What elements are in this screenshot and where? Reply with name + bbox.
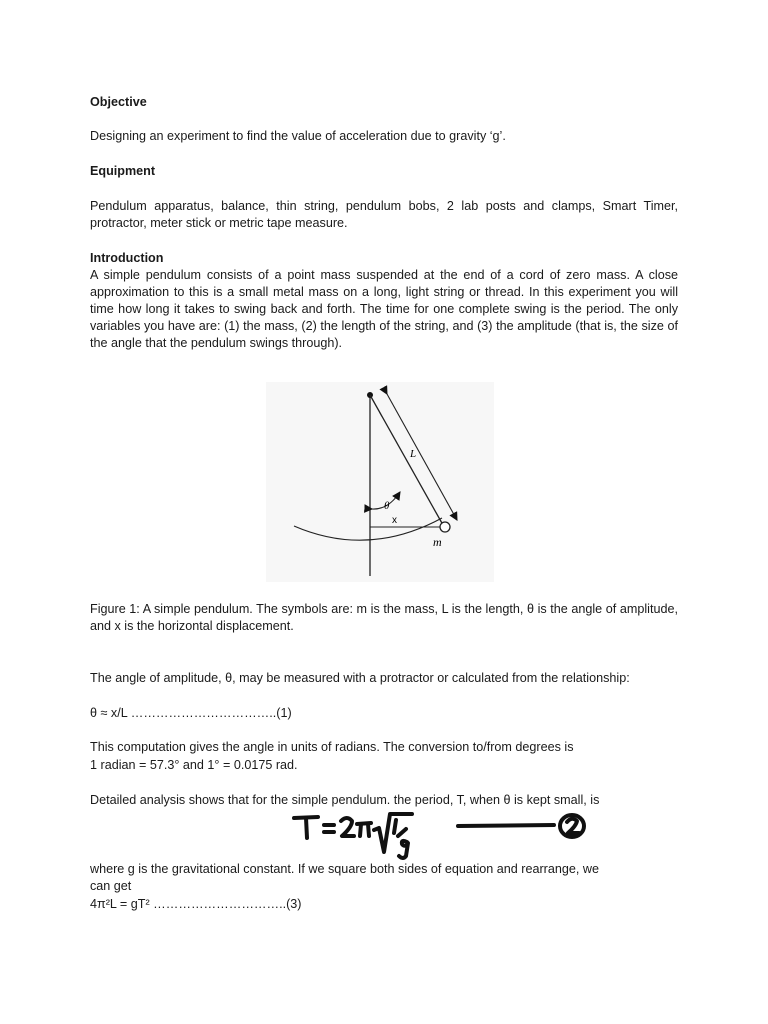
swing-arc: [294, 518, 442, 540]
handwritten-period-equation: [290, 806, 610, 866]
equipment-text: Pendulum apparatus, balance, thin string, pendulum bobs, 2 lab posts and clamps, Smart Timer, protractor, meter stick or metric tape measure.: [90, 199, 678, 230]
length-arrow: [387, 394, 457, 520]
introduction-text: A simple pendulum consists of a point mass suspended at the end of a cord of zero mass. A close approximation to this is a small metal mass on a long, light string or thread. In this experiment you will time how long it takes to swing back and forth. The time for one complete swing is the period. The only variables you have are: (1) the mass, (2) the length of the string, and (3) the amplitude (that is, the size of the angle that the pendulum swings through).: [90, 268, 678, 350]
figure-caption: Figure 1: A simple pendulum. The symbols are: m is the mass, L is the length, θ is the angle of amplitude, and x is the horizontal displacement.: [90, 602, 678, 633]
equation-1: θ ≈ x/L ……………………………..(1): [90, 706, 292, 720]
equation-3: 4π²L = gT² …………………………..(3): [90, 897, 302, 911]
gravity-line-1: where g is the gravitational constant. If we square both sides of equation and rearrange, we: [90, 862, 599, 876]
introduction-heading: Introduction: [90, 251, 164, 265]
gravity-line-2: can get: [90, 879, 132, 893]
angle-text: The angle of amplitude, θ, may be measured with a protractor or calculated from the relationship:: [90, 671, 630, 685]
label-L: L: [410, 448, 417, 460]
label-m: m: [433, 535, 442, 549]
label-theta: θ: [384, 500, 390, 512]
computation-line-2: 1 radian = 57.3° and 1° = 0.0175 rad.: [90, 758, 298, 772]
computation-line-1: This computation gives the angle in units of radians. The conversion to/from degrees is: [90, 740, 574, 754]
objective-text: Designing an experiment to find the value of acceleration due to gravity ‘g’.: [90, 129, 506, 143]
pendulum-bob: [440, 522, 450, 532]
pendulum-figure: [266, 382, 494, 582]
equipment-heading: Equipment: [90, 164, 156, 178]
objective-heading: Objective: [90, 95, 147, 109]
handwritten-equation-2: [290, 806, 610, 866]
analysis-text: Detailed analysis shows that for the simple pendulum. the period, T, when θ is kept small, is: [90, 793, 600, 807]
label-x: x: [392, 515, 397, 526]
pendulum-diagram: [266, 382, 494, 582]
pendulum-string: [370, 395, 443, 525]
